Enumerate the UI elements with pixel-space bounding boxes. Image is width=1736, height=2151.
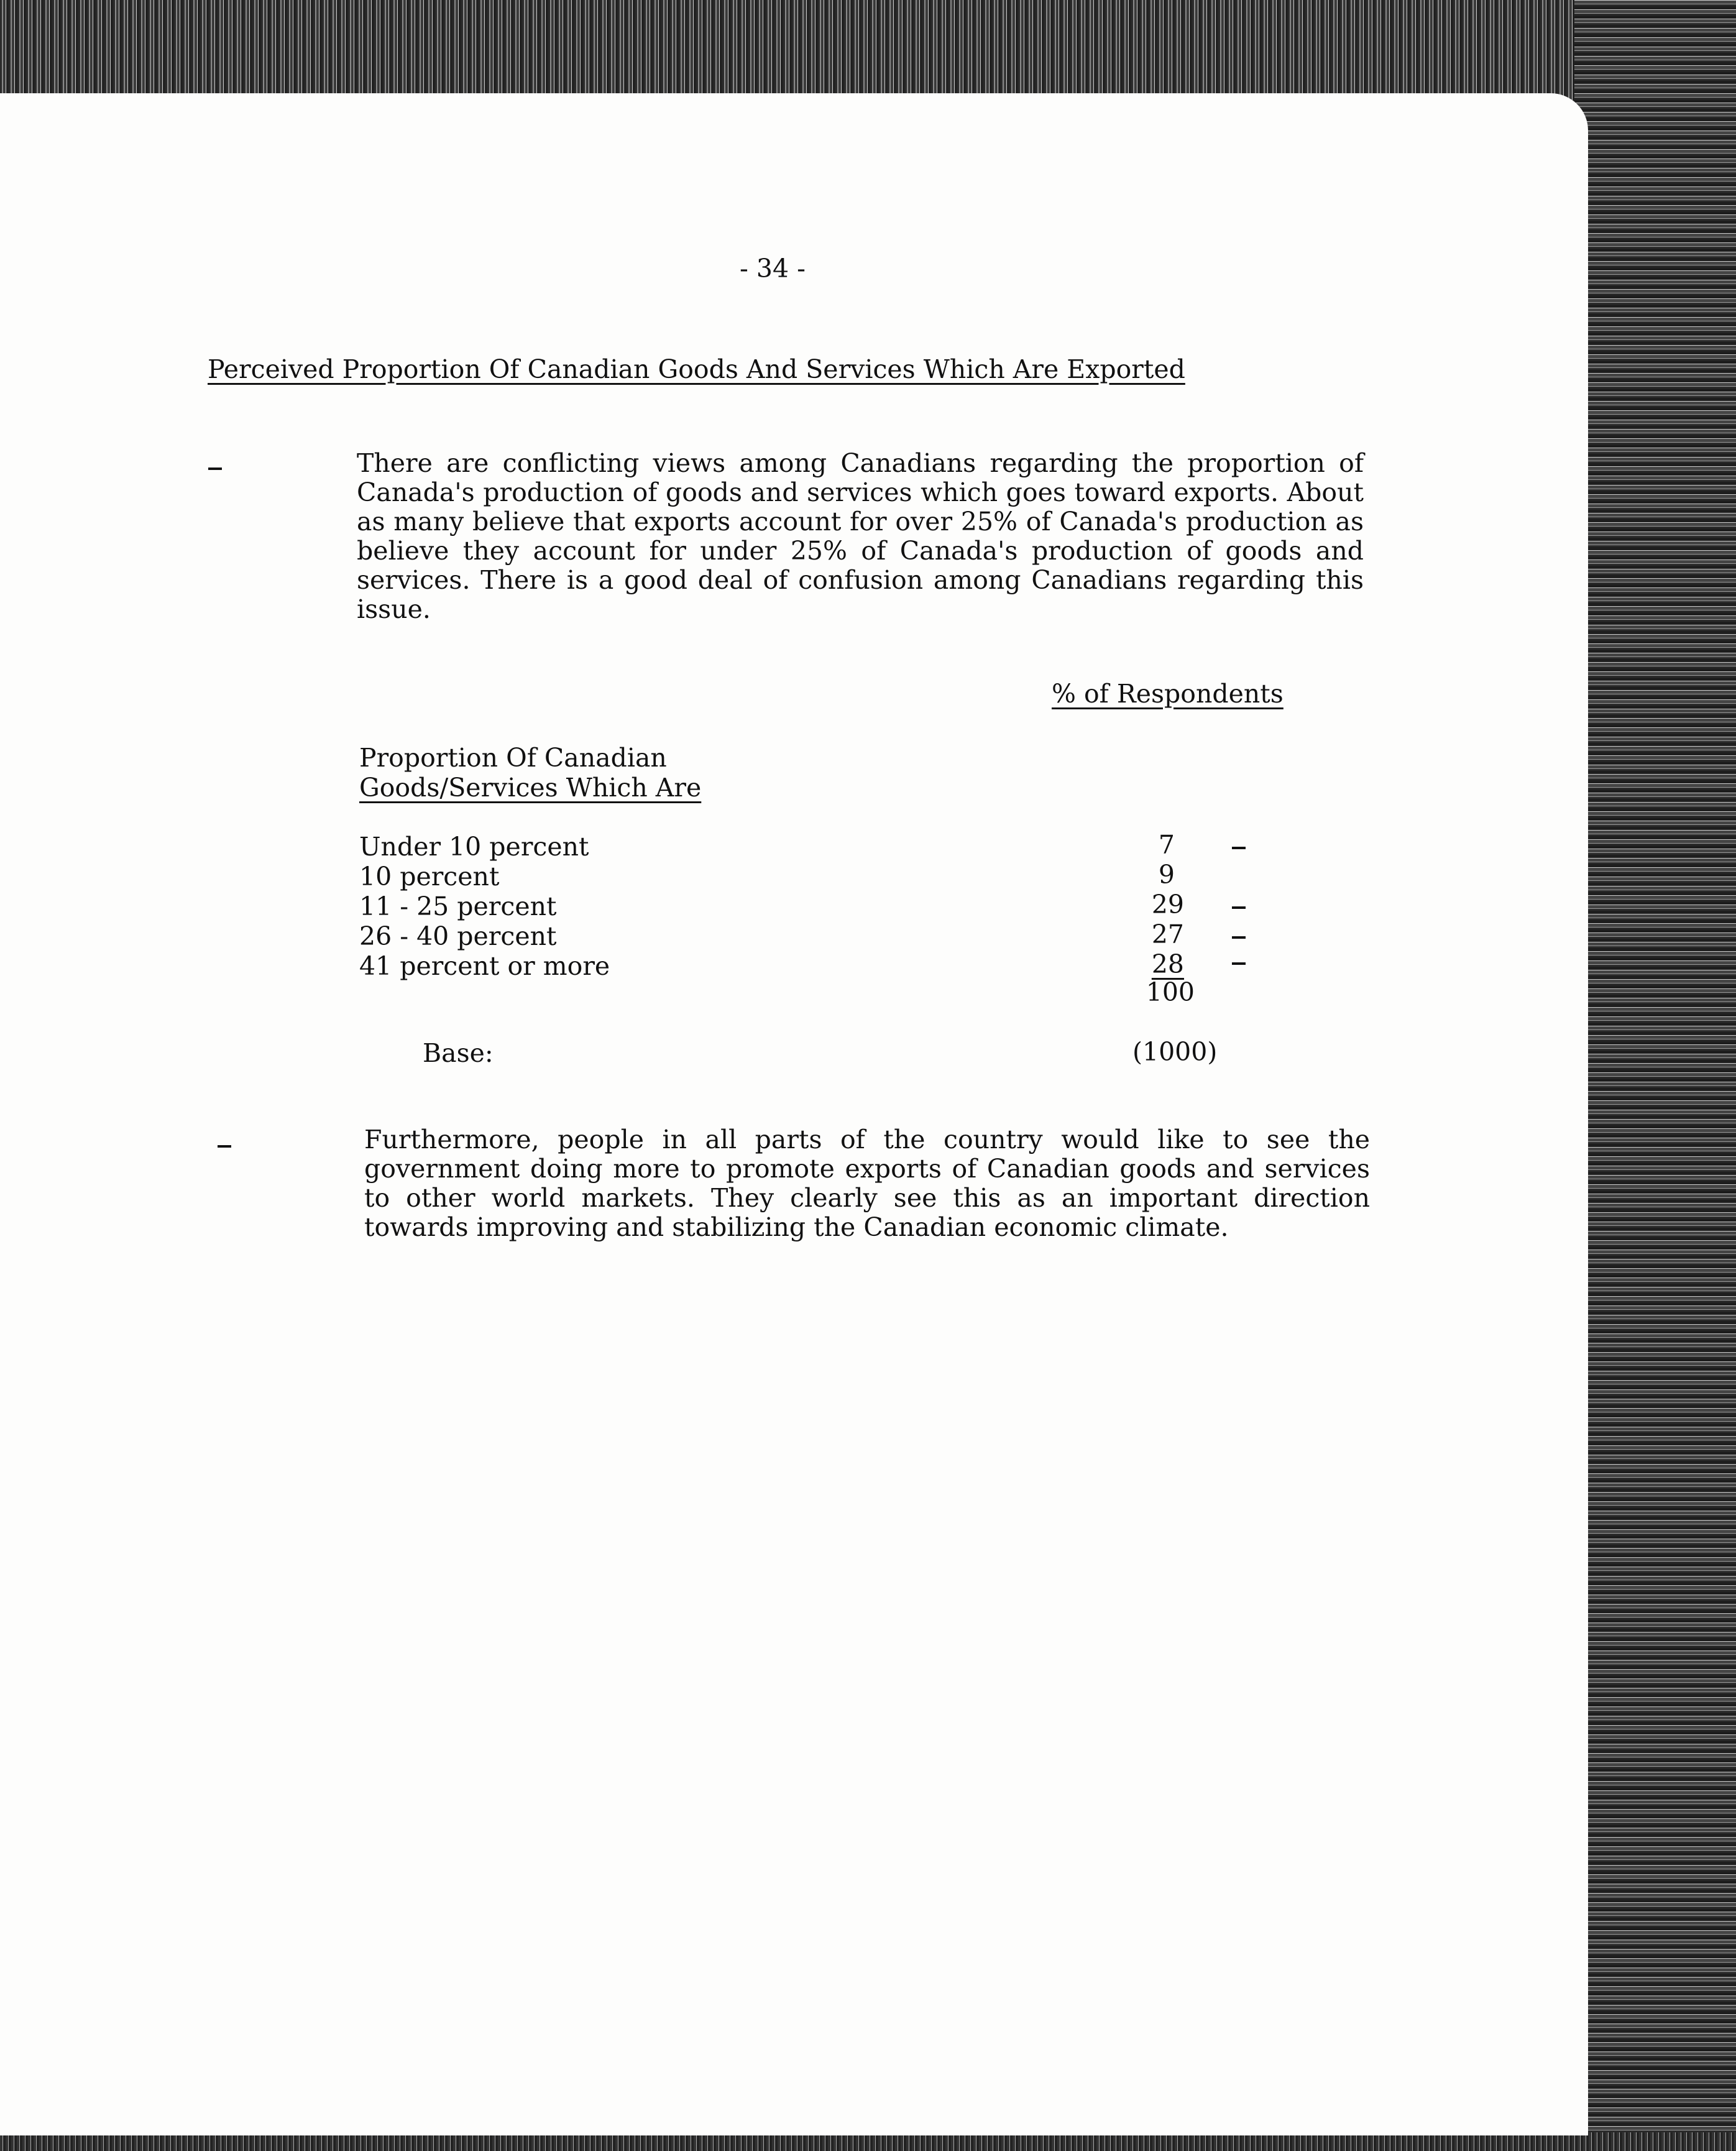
row-dash — [1232, 936, 1246, 939]
table-row-label: 41 percent or more — [359, 951, 610, 981]
table-row-value: 27 — [1151, 919, 1184, 949]
row-dash — [1232, 962, 1246, 965]
row-header-line2: Goods/Services Which Are — [359, 773, 702, 803]
paragraph-line: issue. — [357, 594, 431, 624]
table-row-value: 28 — [1151, 949, 1184, 979]
table-row-label: Under 10 percent — [359, 832, 589, 862]
paragraph-line: as many believe that exports account for over 25% of Canada's production as — [357, 507, 1364, 537]
table-row-label: 10 percent — [359, 862, 500, 891]
table-total: 100 — [1146, 977, 1195, 1007]
paragraph-line: towards improving and stabilizing the Canadian economic climate. — [364, 1212, 1229, 1242]
bullet-dash — [218, 1145, 231, 1148]
paragraph-2 — [364, 1125, 1370, 1242]
base-label: Base: — [423, 1038, 494, 1068]
page-number: - 34 - — [740, 254, 806, 283]
paragraph-line: government doing more to promote exports of Canadian goods and services — [364, 1154, 1370, 1184]
paragraph-line: to other world markets. They clearly see this as an important direction — [364, 1183, 1370, 1213]
table-row-label: 26 - 40 percent — [359, 921, 557, 951]
row-dash — [1232, 906, 1246, 909]
bullet-dash — [208, 468, 222, 470]
paragraph-line: Furthermore, people in all parts of the country would like to see the — [364, 1125, 1370, 1154]
table-row-value: 9 — [1158, 860, 1175, 890]
scan-border-top — [0, 0, 1736, 109]
table-row-value: 29 — [1151, 890, 1184, 919]
row-header-line1: Proportion Of Canadian — [359, 743, 667, 773]
paragraph-line: There are conflicting views among Canadians regarding the proportion of — [357, 448, 1364, 478]
document-page — [0, 93, 1588, 2135]
section-title: Perceived Proportion Of Canadian Goods And Services Which Are Exported — [208, 354, 1185, 384]
table-row-value: 7 — [1158, 830, 1175, 860]
table-row-label: 11 - 25 percent — [359, 891, 557, 921]
paragraph-1 — [357, 449, 1364, 624]
column-header: % of Respondents — [1052, 679, 1284, 709]
row-dash — [1232, 847, 1246, 849]
paragraph-line: believe they account for under 25% of Canada's production of goods and — [357, 536, 1364, 566]
scan-border-right — [1574, 0, 1736, 2151]
paragraph-line: Canada's production of goods and services which goes toward exports. About — [357, 477, 1364, 507]
paragraph-line: services. There is a good deal of confusion among Canadians regarding this — [357, 565, 1364, 595]
base-value: (1000) — [1132, 1037, 1218, 1067]
